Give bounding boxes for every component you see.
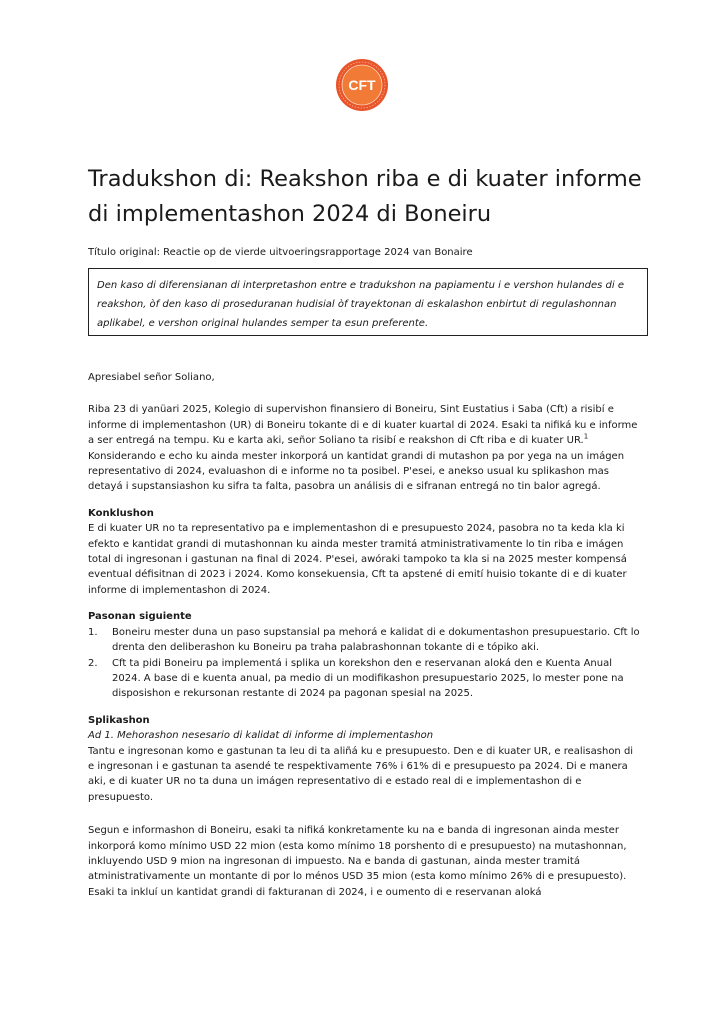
original-title: Título original: Reactie op de vierde uitvoeringsrapportage 2024 van Bonaire [88,247,473,258]
svg-text:CFT: CFT [348,77,376,93]
page-title: Tradukshon di: Reakshon riba e di kuater informe di implementashon 2024 di Boneiru [88,166,642,227]
conclusion-heading: Konklushon [88,507,154,519]
intro-paragraph: Riba 23 di yanüari 2025, Kolegio di supervishon finansiero di Boneiru, Sint Eustatius i Saba (Cft) a risibí e informe di implementashon (UR) di Boneiru tokante di e di kuater kuartal di 2024. Esaki ta nifiká ku e informe a ser entregá na tempu. Ku e karta aki, señor Soliano ta risibí e reakshon di Cft riba e di kuater UR.$^1$ Konsiderando e echo ku ainda mester inkorporá un kantidat grandi di mutashon pa por yega na un imágen representativo di 2024, evaluashon di e informe no ta posibel. P'esei, e anekso usual ku splikashon mas detayá i supstansiashon ku sifra ta falta, pasobra un análisis di e sifranan entregá no tin balor agregá. [88,404,638,493]
next-steps-heading: Pasonan siguiente [88,611,192,623]
footnote-ref: 1 [583,432,589,441]
cft-logo [335,58,389,112]
salutation: Apresiabel señor Soliano, [88,372,215,383]
explanation-paragraph: Segun e informashon di Boneiru, esaki ta nifiká konkretamente ku na e banda di ingresonan ainda mester inkorporá komo mínimo USD 22 mion (esta komo mínimo 18 porshento di e presupuesto) na mutashonnan, inkluyendo USD 9 mion na ingresonan di impuesto. Na e banda di gastunan, ainda mester tramitá atministrativamente un montante di por lo ménos USD 35 mion (esta komo mínimo 26% di e presupuesto). Esaki ta inkluí un kantidat grandi di fakturanan di 2024, i e oumento di e reservanan aloká [88,825,627,898]
disclaimer-box: Den kaso di diferensianan di interpretashon entre e tradukshon na papiamentu i e vershon hulandes di e reakshon, òf den kaso di proseduranan hudisial òf trayektonan di eskalashon enbirtut di regulashonnan aplikabel, e vershon original hulandes semper ta esun preferente. [88,268,648,336]
explanation-heading: Splikashon [88,714,150,726]
explanation-paragraph: Tantu e ingresonan komo e gastunan ta leu di ta aliñá ku e presupuesto. Den e di kuater UR, e realisashon di e ingresonan i e gastunan ta asendé te respektivamente 76% i 61% di e presupuesto pa 2024. Di e manera aki, e di kuater UR no ta duna un imágen representativo di e estado real di e implementashon di e presupuesto. [88,745,634,803]
explanation-subheading: Ad 1. Mehorashon nesesario di kalidat di informe di implementashon [88,730,434,742]
conclusion-text: E di kuater UR no ta representativo pa e implementashon di e presupuesto 2024, pasobra no ta keda kla ki efekto e kantidat grandi di mutashonnan ku ainda mester tramitá atministrativamente lo tin riba e imágen total di ingresonan i gastunan na final di 2024. P'esei, awóraki tampoko ta kla si na 2025 mester kompensá eventual défisitnan di 2023 i 2024. Komo konsekuensia, Cft ta apstené di emití huisio tokante di e di kuater informe di implementashon di 2024. [88,523,627,596]
list-item: 2. Cft ta pidi Boneiru pa implementá i splika un korekshon den e reservanan aloká den e Kuenta Anual 2024. A base di e kuenta anual, pa medio di un modifikashon presupuestario 2025, lo mester pone na disposishon e rekursonan restante di 2024 pa pagonan spesial na 2025. [88,657,624,700]
next-steps-list [88,625,640,702]
list-item: 1. Boneiru mester duna un paso supstansial pa mehorá e kalidat di e dokumentashon presupuestario. Cft lo drenta den deliberashon ku Boneiru pa traha palabrashonnan tokante di e tópiko aki. [88,626,640,654]
letter-body [88,370,640,900]
